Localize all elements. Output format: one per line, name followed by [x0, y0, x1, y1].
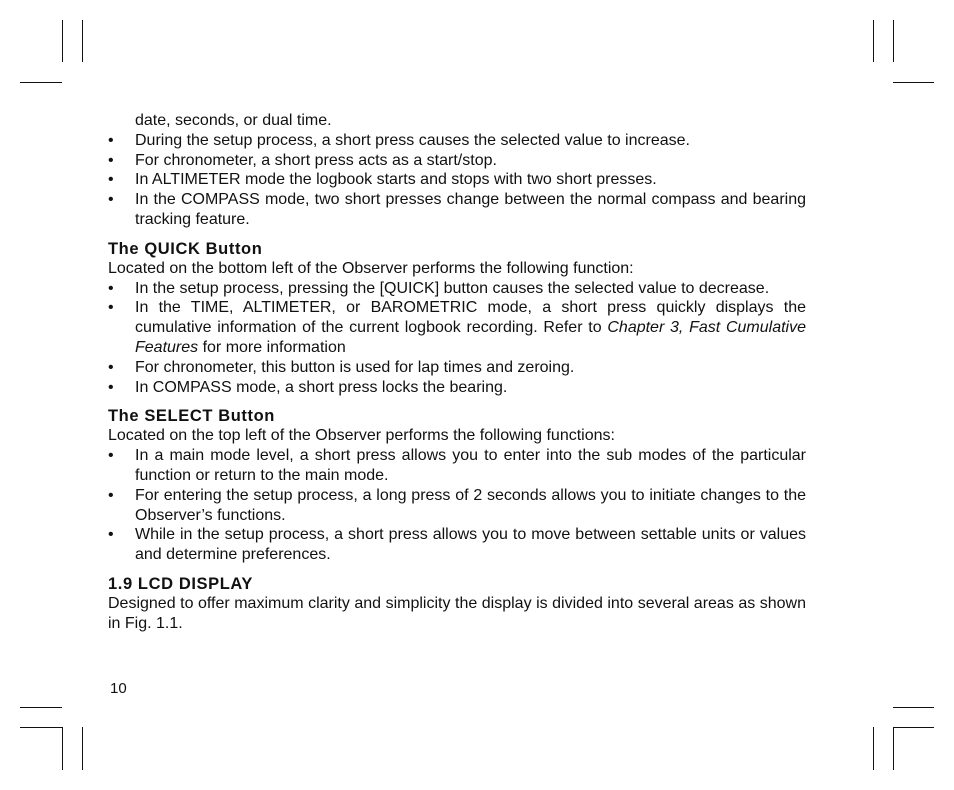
crop-mark	[20, 82, 62, 83]
list-item	[108, 378, 806, 398]
crop-mark	[20, 707, 62, 708]
list-item	[108, 151, 806, 171]
list-item-text: In COMPASS mode, a short press locks the bearing.	[135, 378, 508, 396]
continued-text: date, seconds, or dual time.	[135, 112, 332, 129]
list-item-text: For chronometer, a short press acts as a start/stop.	[135, 151, 497, 169]
bullet-glyph: •	[108, 526, 114, 544]
list-item	[108, 358, 806, 378]
crop-mark	[873, 727, 874, 770]
bullet-glyph: •	[108, 191, 114, 209]
section-heading-quick: The QUICK Button	[108, 239, 263, 258]
list-item	[108, 279, 806, 299]
list-item	[108, 298, 806, 357]
list-item	[108, 486, 806, 526]
list-item-text: In a main mode level, a short press allows you to enter into the sub modes of the particular function or return to the main mode.	[135, 447, 806, 484]
crop-mark	[893, 20, 894, 62]
list-item	[108, 446, 806, 486]
section-body: Designed to offer maximum clarity and simplicity the display is divided into several areas as shown in Fig. 1.1.	[108, 594, 806, 632]
crop-mark	[893, 727, 894, 770]
list-item	[108, 131, 806, 151]
section-heading-select: The SELECT Button	[108, 407, 275, 426]
crop-mark	[20, 727, 62, 728]
crop-mark	[893, 707, 934, 708]
list-item-text: In ALTIMETER mode the logbook starts and stops with two short presses.	[135, 171, 657, 189]
crop-mark	[62, 727, 63, 770]
crop-mark	[82, 20, 83, 62]
bullet-glyph: •	[108, 378, 114, 396]
page-number: 10	[110, 680, 127, 697]
bullet-glyph: •	[108, 171, 114, 189]
crop-mark	[873, 20, 874, 62]
crop-mark	[893, 82, 934, 83]
crop-mark	[62, 20, 63, 62]
section-intro: Located on the bottom left of the Observer performs the following function:	[108, 259, 634, 277]
list-item-text: In the TIME, ALTIMETER, or BAROMETRIC mode, a short press quickly displays the cumulative information of the current logbook recording. Refer to	[135, 299, 806, 337]
bullet-glyph: •	[108, 447, 114, 465]
list-item	[108, 190, 806, 230]
page-content	[108, 111, 806, 634]
crop-mark	[893, 727, 934, 728]
section-heading-lcd: 1.9 LCD DISPLAY	[108, 574, 254, 593]
chapter-reference: Chapter 3, Fast Cumulative Features	[135, 319, 806, 356]
list-item-text: For entering the setup process, a long press of 2 seconds allows you to initiate changes to the Observer’s functions.	[135, 486, 806, 524]
bullet-glyph: •	[108, 131, 114, 149]
bullet-glyph: •	[108, 151, 114, 169]
list-item	[108, 170, 806, 190]
bullet-glyph: •	[108, 279, 114, 297]
list-item-text: During the setup process, a short press causes the selected value to increase.	[135, 131, 690, 149]
list-item-text: For chronometer, this button is used for lap times and zeroing.	[135, 358, 575, 376]
crop-mark	[82, 727, 83, 770]
list-item-text: While in the setup process, a short press allows you to move between settable units or values and determine preferences.	[135, 526, 806, 564]
section-intro: Located on the top left of the Observer performs the following functions:	[108, 427, 615, 445]
bullet-glyph: •	[108, 299, 114, 317]
bullet-glyph: •	[108, 358, 114, 376]
list-item	[108, 525, 806, 565]
list-item-text: for more information	[198, 338, 346, 356]
list-item-text: In the setup process, pressing the [QUICK] button causes the selected value to decrease.	[135, 279, 770, 297]
bullet-glyph: •	[108, 486, 114, 504]
list-item-text: In the COMPASS mode, two short presses change between the normal compass and bearing tracking feature.	[135, 191, 806, 228]
